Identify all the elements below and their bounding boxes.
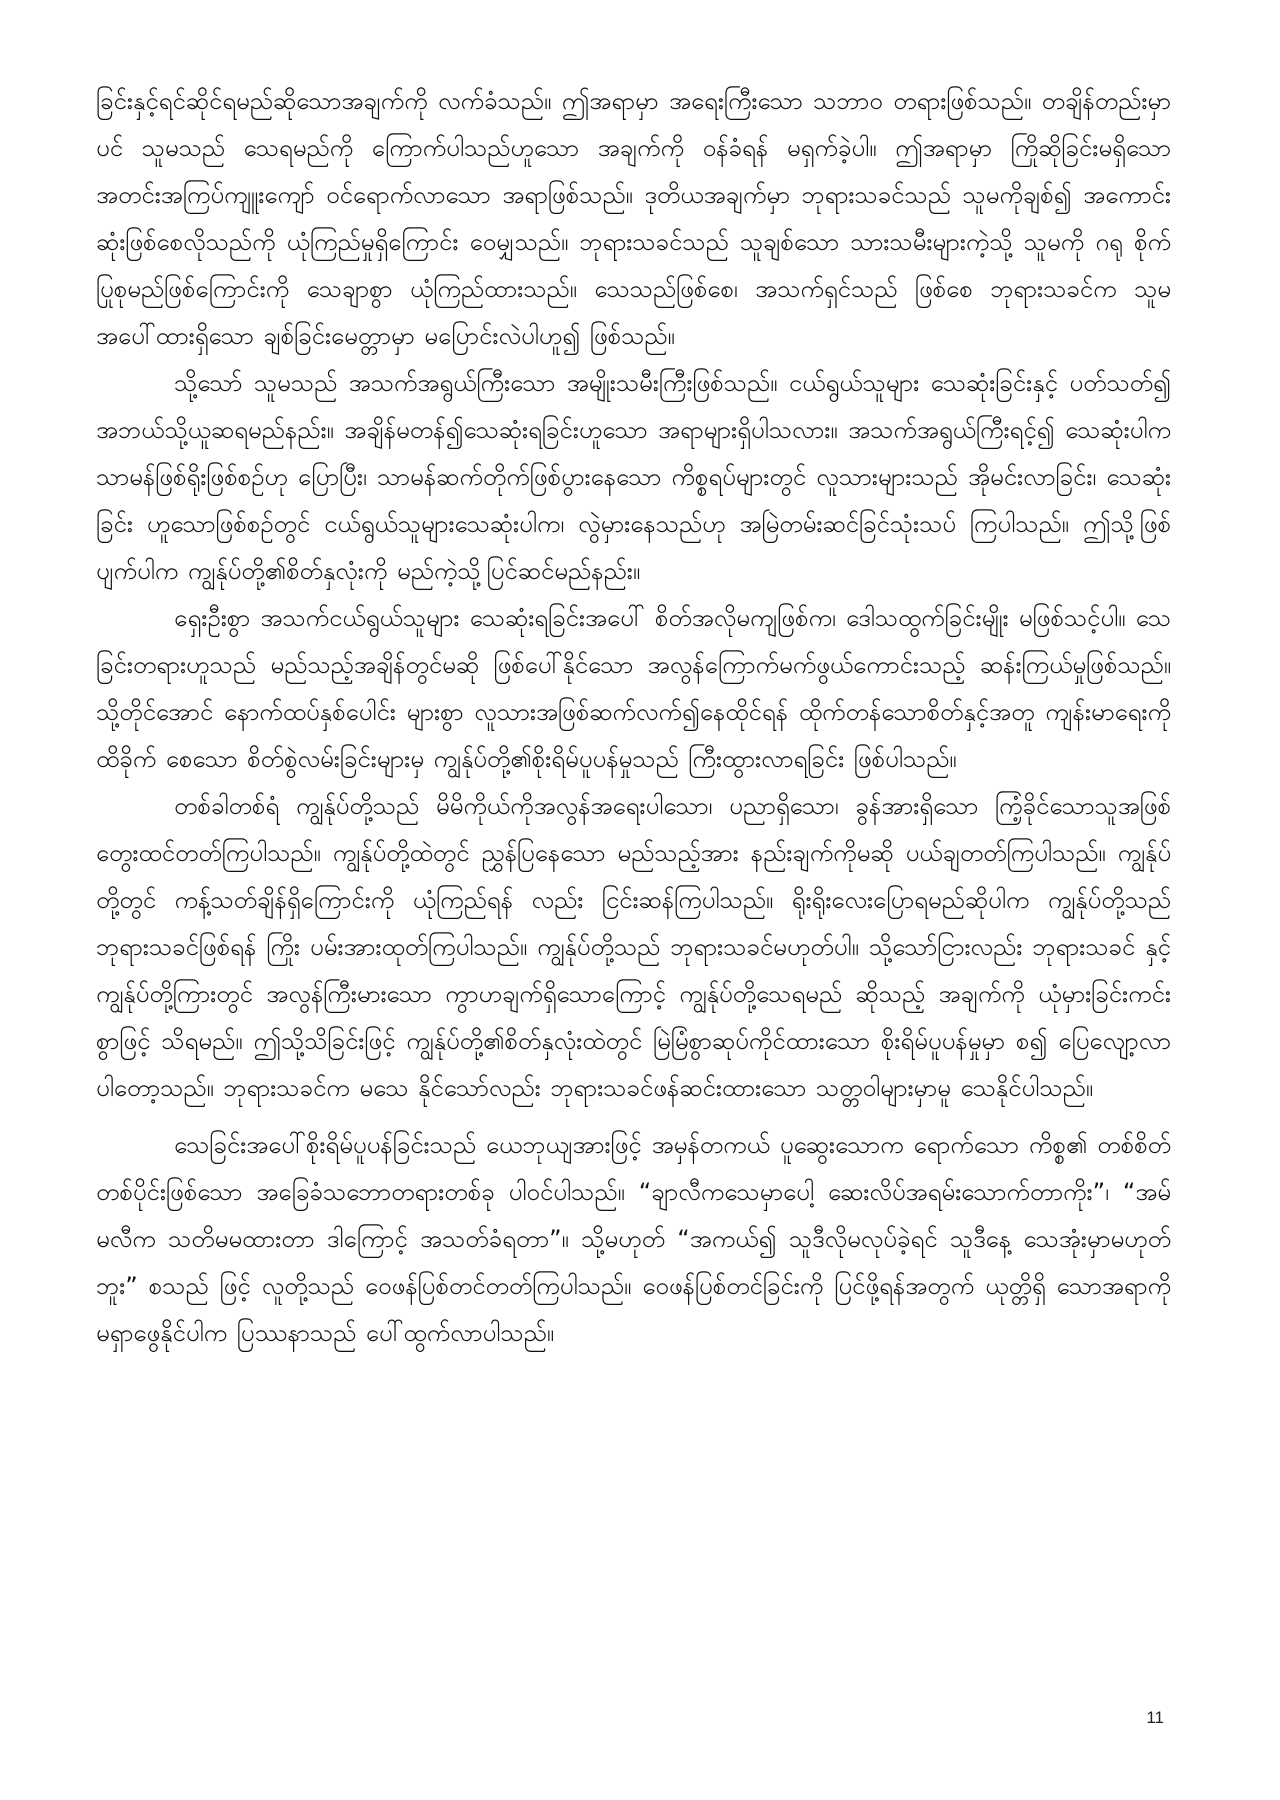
paragraph-5: သေခြင်းအပေါ်စိုးရိမ်ပူပန်ခြင်းသည် ယေဘုယျအားဖြင့် အမှန်တကယ် ပူဆွေးသောက ရောက်သော ကိစ္စ၏ တစ်စိတ်တစ်ပိုင်းဖြစ်သော အခြေခံသဘောတရားတစ်ခု ပါဝင်ပါသည်။ “ချာလီကသေမှာပေါ့ ဆေးလိပ်အရမ်းသောက်တာကိုး”၊ “အမ်မလီက သတိမမထားတာ ဒါကြောင့် အသတ်ခံရတာ”။ သို့မဟုတ် “အကယ်၍ သူဒီလိုမလုပ်ခဲ့ရင် သူဒီနေ့ သေအုံးမှာမဟုတ်ဘူး” စသည် ဖြင့် လူတို့သည် ဝေဖန်ပြစ်တင်တတ်ကြပါသည်။ ဝေဖန်ပြစ်တင်ခြင်းကို ပြင်ဖို့ရန်အတွက် ယုတ္တိရှိ သောအရာကို မရှာဖွေနိုင်ပါက ပြဿနာသည် ပေါ်ထွက်လာပါသည်။ [96,1131,1171,1347]
paragraph-1: ခြင်းနှင့်ရင်ဆိုင်ရမည်ဆိုသောအချက်ကို လက်ခံသည်။ ဤအရာမှာ အရေးကြီးသော သဘာဝ တရားဖြစ်သည်။ တချိန်တည်းမှာပင် သူမသည် သေရမည်ကို ကြောက်ပါသည်ဟူသော အချက်ကို ဝန်ခံရန် မရှက်ခဲ့ပါ။ ဤအရာမှာ ကြိုဆိုခြင်းမရှိသော အတင်းအကြပ်ကျူးကျော် ဝင်ရောက်လာသော အရာဖြစ်သည်။ ဒုတိယအချက်မှာ ဘုရားသခင်သည် သူမကိုချစ်၍ အကောင်းဆုံးဖြစ်စေလိုသည်ကို ယုံကြည်မှုရှိကြောင်း ဝေမျှသည်။ ဘုရားသခင်သည် သူချစ်သော သားသမီးများကဲ့သို့ သူမကို ဂရု စိုက်ပြုစုမည်ဖြစ်ကြောင်းကို သေချာစွာ ယုံကြည်ထားသည်။ သေသည်ဖြစ်စေ၊ အသက်ရှင်သည် ဖြစ်စေ ဘုရားသခင်က သူမအပေါ်ထားရှိသော ချစ်ခြင်းမေတ္တာမှာ မပြောင်းလဲပါဟူ၍ ဖြစ်သည်။ [96,87,1171,350]
page-number: 11 [1146,1708,1164,1727]
paragraph-4: တစ်ခါတစ်ရံ ကျွန်ုပ်တို့သည် မိမိကိုယ်ကိုအလွန်အရေးပါသော၊ ပညာရှိသော၊ ခွန်အားရှိသော ကြံ့ခိုင်သောသူအဖြစ် တွေးထင်တတ်ကြပါသည်။ ကျွန်ုပ်တို့ထဲတွင် ညွှန်ပြနေသော မည်သည့်အား နည်းချက်ကိုမဆို ပယ်ချတတ်ကြပါသည်။ ကျွန်ုပ်တို့တွင် ကန့်သတ်ချိန်ရှိကြောင်းကို ယုံကြည်ရန် လည်း ငြင်းဆန်ကြပါသည်။ ရိုးရိုးလေးပြောရမည်ဆိုပါက ကျွန်ုပ်တို့သည် ဘုရားသခင်ဖြစ်ရန် ကြိုး ပမ်းအားထုတ်ကြပါသည်။ ကျွန်ုပ်တို့သည် ဘုရားသခင်မဟုတ်ပါ။ သို့သော်ငြားလည်း ဘုရားသခင် နှင့် ကျွန်ုပ်တို့ကြားတွင် အလွန်ကြီးမားသော ကွာဟချက်ရှိသောကြောင့် ကျွန်ုပ်တို့သေရမည် ဆိုသည့် အချက်ကို ယုံမှားခြင်းကင်းစွာဖြင့် သိရမည်။ ဤသို့သိခြင်းဖြင့် ကျွန်ုပ်တို့၏စိတ်နှလုံးထဲတွင် မြဲမြံစွာဆုပ်ကိုင်ထားသော စိုးရိမ်ပူပန်မှုမှာ စ၍ ပြေလျော့လာပါတော့သည်။ ဘုရားသခင်က မသေ နိုင်သော်လည်း ဘုရားသခင်ဖန်ဆင်းထားသော သတ္တဝါများမှာမူ သေနိုင်ပါသည်။ [96,792,1171,1102]
body-text [96,78,1171,1357]
paragraph-2: သို့သော် သူမသည် အသက်အရွယ်ကြီးသော အမျိုးသမီးကြီးဖြစ်သည်။ ငယ်ရွယ်သူများ သေဆုံးခြင်းနှင့် ပတ်သတ်၍ အဘယ်သို့ယူဆရမည်နည်း။ အချိန်မတန်၍သေဆုံးရခြင်းဟူသော အရာများရှိပါသလား။ အသက်အရွယ်ကြီးရင့်၍ သေဆုံးပါက သာမန်ဖြစ်ရိုးဖြစ်စဉ်ဟု ပြောပြီး၊ သာမန်ဆက်တိုက်ဖြစ်ပွားနေသော ကိစ္စရပ်များတွင် လူသားများသည် အိုမင်းလာခြင်း၊ သေဆုံးခြင်း ဟူသောဖြစ်စဉ်တွင် ငယ်ရွယ်သူများသေဆုံးပါက၊ လွဲမှားနေသည်ဟု အမြဲတမ်းဆင်ခြင်သုံးသပ် ကြပါသည်။ ဤသို့ဖြစ်ပျက်ပါက ကျွန်ုပ်တို့၏စိတ်နှလုံးကို မည်ကဲ့သို့ပြင်ဆင်မည်နည်း။ [96,369,1171,585]
paragraph-3: ရှေးဦးစွာ အသက်ငယ်ရွယ်သူများ သေဆုံးရခြင်းအပေါ် စိတ်အလိုမကျဖြစ်က၊ ဒေါသထွက်ခြင်းမျိုး မဖြစ်သင့်ပါ။ သေခြင်းတရားဟူသည် မည်သည့်အချိန်တွင်မဆို ဖြစ်ပေါ်နိုင်သော အလွန်ကြောက်မက်ဖွယ်ကောင်းသည့် ဆန်းကြယ်မှုဖြစ်သည်။ သို့တိုင်အောင် နောက်ထပ်နှစ်ပေါင်း များစွာ လူသားအဖြစ်ဆက်လက်၍နေထိုင်ရန် ထိုက်တန်သောစိတ်နှင့်အတူ ကျန်းမာရေးကိုထိခိုက် စေသော စိတ်စွဲလမ်းခြင်းများမှ ကျွန်ုပ်တို့၏စိုးရိမ်ပူပန်မှုသည် ကြီးထွားလာရခြင်း ဖြစ်ပါသည်။ [96,604,1171,773]
